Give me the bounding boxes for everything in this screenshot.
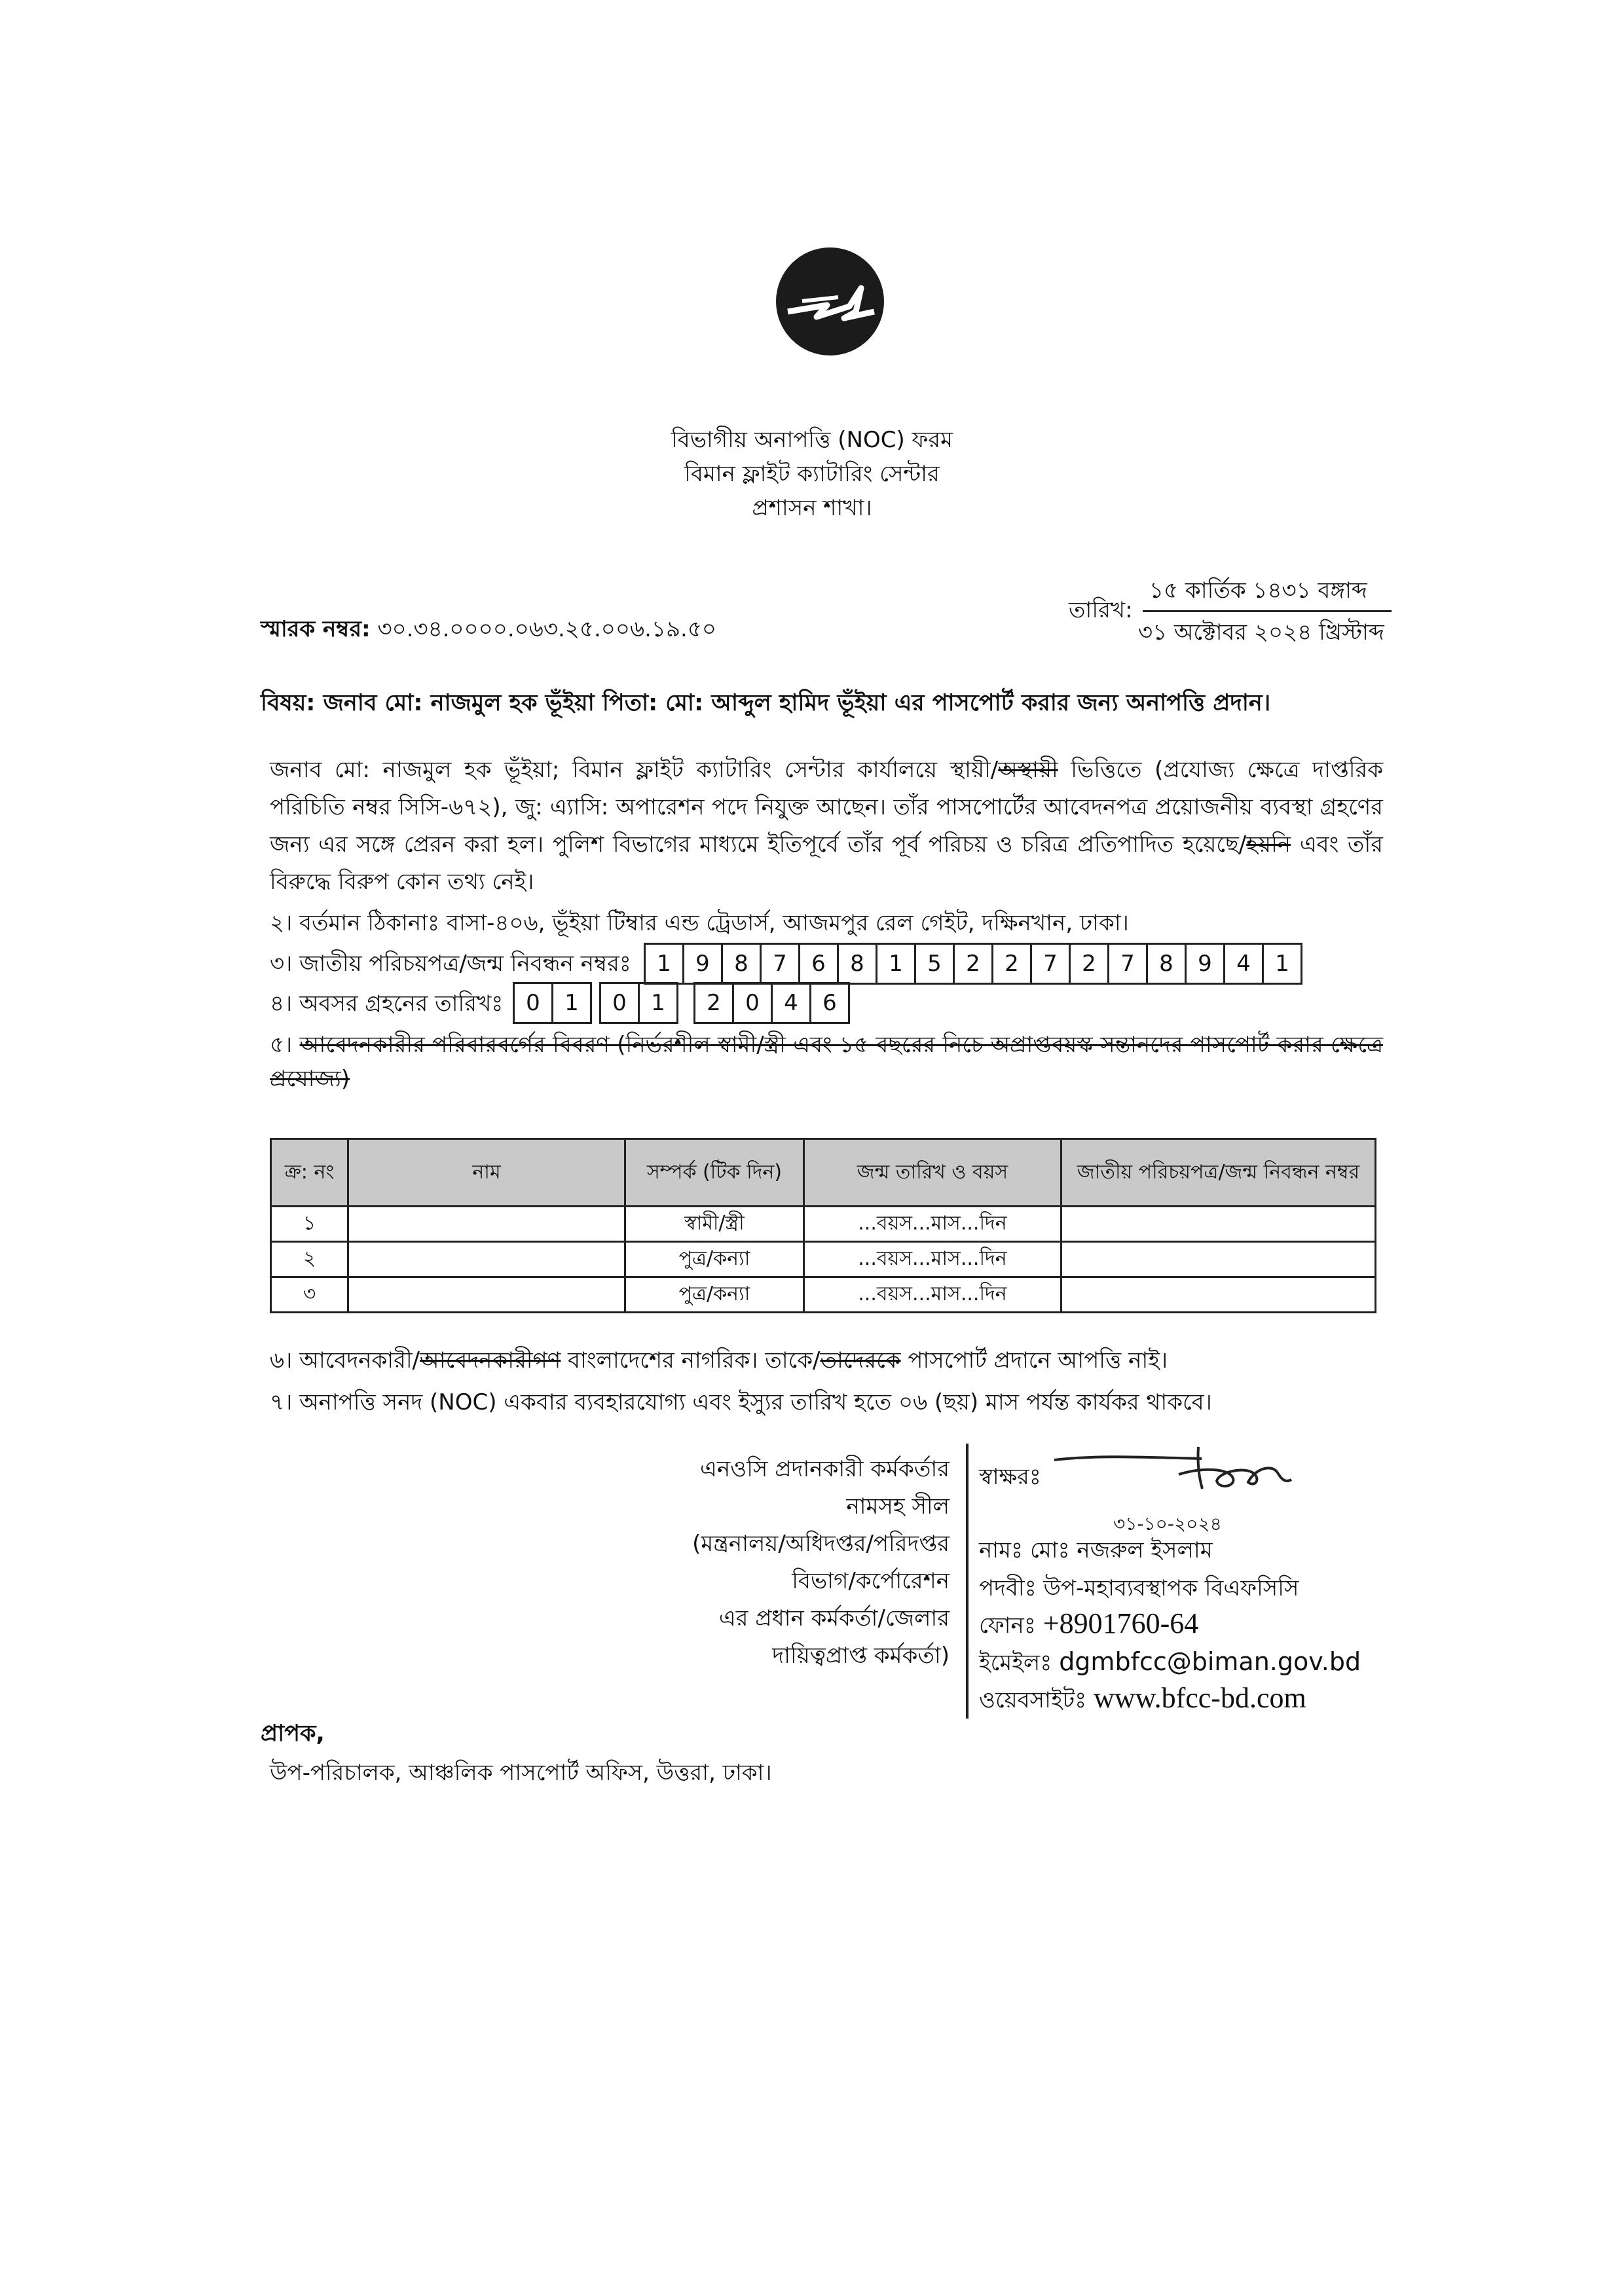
nid-digit-box: 6: [798, 943, 839, 985]
sign-date: ৩১-১০-২০২৪: [1113, 1513, 1222, 1535]
p1-strike-2: হয়নি: [1246, 831, 1291, 858]
officer-left-line: এনওসি প্রদানকারী কর্মকর্তার: [700, 1456, 950, 1482]
item-7: ৭। অনাপত্তি সনদ (NOC) একবার ব্যবহারযোগ্য এবং ইস্যুর তারিখ হতে ০৬ (ছয়) মাস পর্যন্ত কার্যকর থাকবে।: [270, 1389, 1212, 1415]
retire-month-boxes: [601, 982, 678, 1024]
col-sl: ক্র: নং: [271, 1139, 348, 1207]
officer-email: [979, 1646, 1361, 1683]
nid-digit-box: 7: [1107, 943, 1148, 985]
sign-label: স্বাক্ষরঃ: [979, 1464, 1041, 1490]
biman-logo-icon: [776, 247, 884, 355]
item-5-strike: আবেদনকারীর পরিবারবর্গের বিবরণ (নির্ভরশীল স্বামী/স্ত্রী এবং ১৫ বছরের নিচে অপ্রাপ্তবয়স্ক সন্তানদের পাসপোর্ট করার ক্ষেত্রে প্রযোজ্য): [270, 1032, 1383, 1092]
cell-sl: ৩: [271, 1277, 348, 1313]
header-line-2: বিমান ফ্লাইট ক্যাটারিং সেন্টার: [684, 461, 940, 487]
web-label: ওয়েবসাইটঃ: [979, 1687, 1087, 1713]
cell-relation: পুত্র/কন্যা: [625, 1277, 804, 1313]
retire-month-digit-box: 0: [599, 982, 640, 1024]
item-6-strike-2: তাদেরকে: [820, 1347, 901, 1374]
cell-nid: [1061, 1207, 1376, 1242]
nid-digit-box: 9: [682, 943, 723, 985]
recipient-label: প্রাপক,: [261, 1721, 325, 1747]
nid-digit-box: 7: [760, 943, 800, 985]
cell-name: [348, 1242, 625, 1277]
officer-left-line: নামসহ সীল: [846, 1493, 950, 1520]
officer-phone: [979, 1607, 1198, 1646]
recipient-line: উপ-পরিচালক, আঞ্চলিক পাসপোর্ট অফিস, উত্তরা, ঢাকা।: [270, 1760, 772, 1786]
nid-digit-box: 1: [876, 943, 916, 985]
item-6-a: ৬। আবেদনকারী/: [270, 1347, 420, 1374]
biman-logo: [776, 247, 884, 355]
col-relation: সম্পর্ক (টিক দিন): [625, 1139, 804, 1207]
officer-name: নামঃ মোঃ নজরুল ইসলাম: [979, 1537, 1213, 1563]
item-4-label: ৪। অবসর গ্রহনের তারিখঃ: [270, 991, 504, 1017]
cell-sl: ১: [271, 1207, 348, 1242]
date-gregorian: ৩১ অক্টোবর ২০২৪ খ্রিস্টাব্দ: [1138, 619, 1384, 646]
table-row: [271, 1207, 1376, 1242]
nid-digit-box: 7: [1030, 943, 1071, 985]
cell-nid: [1061, 1242, 1376, 1277]
retire-year-boxes: [695, 982, 850, 1024]
cell-age: ...বয়স...মাস...দিন: [804, 1242, 1061, 1277]
nid-digit-box: 8: [721, 943, 762, 985]
cell-name: [348, 1207, 625, 1242]
col-name: নাম: [348, 1139, 625, 1207]
nid-digit-box: 1: [644, 943, 684, 985]
table-row: [271, 1277, 1376, 1313]
retire-day-digit-box: 0: [513, 982, 553, 1024]
retire-year-digit-box: 0: [732, 982, 773, 1024]
officer-left-line: (মন্ত্রনালয়/অধিদপ্তর/পরিদপ্তর: [692, 1531, 950, 1557]
nid-digit-box: 2: [1069, 943, 1109, 985]
item-6-b: বাংলাদেশের নাগরিক। তাকে/: [561, 1347, 821, 1374]
memo-number: ৩০.৩৪.০০০০.০৬৩.২৫.০০৬.১৯.৫০: [377, 616, 717, 642]
item-6-strike: আবেদনকারীগণ: [420, 1347, 561, 1374]
nid-boxes: [646, 943, 1302, 985]
officer-website: [979, 1681, 1306, 1721]
phone-value: +8901760-64: [1043, 1607, 1199, 1639]
retire-year-digit-box: 6: [809, 982, 850, 1024]
officer-left-line: দায়িত্বপ্রাপ্ত কর্মকর্তা): [772, 1643, 950, 1669]
web-value: www.bfcc-bd.com: [1094, 1682, 1306, 1714]
cell-nid: [1061, 1277, 1376, 1313]
item-5-num: ৫।: [270, 1032, 300, 1058]
retire-day-digit-box: 1: [551, 982, 592, 1024]
memo-label: স্মারক নম্বর:: [261, 616, 371, 642]
date-bangla: ১৫ কার্তিক ১৪৩১ বঙ্গাব্দ: [1149, 577, 1367, 604]
nid-digit-box: 5: [914, 943, 955, 985]
p1-text-a: জনাব মো: নাজমুল হক ভূঁইয়া; বিমান ফ্লাইট ক্যাটারিং সেন্টার কার্যালয়ে স্থায়ী/: [270, 757, 999, 783]
p1-strike: অস্থায়ী: [998, 757, 1058, 783]
nid-digit-box: 9: [1185, 943, 1225, 985]
item-2-address: ২। বর্তমান ঠিকানাঃ বাসা-৪০৬, ভূঁইয়া টিম্বার এন্ড ট্রেডার্স, আজমপুর রেল গেইট, দক্ষিনখান, ঢাকা।: [270, 910, 1129, 936]
col-nid: জাতীয় পরিচয়পত্র/জন্ম নিবন্ধন নম্বর: [1061, 1139, 1376, 1207]
cell-relation: পুত্র/কন্যা: [625, 1242, 804, 1277]
item-5: [270, 1028, 1383, 1096]
cell-relation: স্বামী/স্ত্রী: [625, 1207, 804, 1242]
cell-sl: ২: [271, 1242, 348, 1277]
officer-left-line: বিভাগ/কর্পোরেশন: [792, 1568, 950, 1594]
item-3-label: ৩। জাতীয় পরিচয়পত্র/জন্ম নিবন্ধন নম্বরঃ: [270, 951, 631, 977]
email-label: ইমেইলঃ: [979, 1650, 1052, 1676]
p1-text-b: ভিত্তিতে (প্রযোজ্য ক্ষেত্রে দাপ্তরিক পরিচিতি নম্বর সিসি-৬৭২), জু: এ্যাসি: অপারেশন পদে নিযুক্ত আছেন। তাঁর পাসপোর্টের আবেদনপত্র প্রয়োজনীয় ব্যবস্থা গ্রহণের জন্য এর সঙ্গে প্রেরন করা হল। পুলিশ বিভাগের মাধ্যমে ইতিপূর্বে তাঁর পূর্ব পরিচয় ও চরিত্র প্রতিপাদিত হয়েছে/: [270, 757, 1383, 858]
retire-day-boxes: [515, 982, 592, 1024]
nid-digit-box: 2: [991, 943, 1032, 985]
header-line-1: বিভাগীয় অনাপত্তি (NOC) ফরম: [671, 427, 953, 453]
item-6-c: পাসপোর্ট প্রদানে আপত্তি নাই।: [900, 1347, 1168, 1374]
retire-year-digit-box: 2: [693, 982, 734, 1024]
family-table: [270, 1138, 1376, 1313]
cell-age: ...বয়স...মাস...দিন: [804, 1207, 1061, 1242]
nid-digit-box: 8: [837, 943, 877, 985]
nid-digit-box: 8: [1146, 943, 1187, 985]
memo-number-row: [261, 612, 716, 649]
date-label: তারিখ:: [1069, 597, 1133, 623]
col-age: জন্ম তারিখ ও বয়স: [804, 1139, 1061, 1207]
subject: বিষয়: জনাব মো: নাজমুল হক ভূঁইয়া পিতা: মো: আব্দুল হামিদ ভূঁইয়া এর পাসপোর্ট করার জন্য অনাপত্তি প্রদান।: [261, 690, 1271, 716]
officer-left-line: এর প্রধান কর্মকর্তা/জেলার: [718, 1605, 950, 1631]
cell-age: ...বয়স...মাস...দিন: [804, 1277, 1061, 1313]
retire-month-digit-box: 1: [638, 982, 678, 1024]
email-value: dgmbfcc@biman.gov.bd: [1059, 1647, 1361, 1676]
nid-digit-box: 2: [953, 943, 993, 985]
nid-digit-box: 4: [1223, 943, 1264, 985]
body-paragraph-1: [270, 752, 1383, 901]
p1-text-c: এবং তাঁর বিরুদ্ধে বিরুপ কোন তথ্য নেই।: [270, 831, 1383, 895]
item-6: [270, 1343, 1168, 1381]
form-header: [0, 423, 1624, 525]
handwritten-signature-icon: [1048, 1440, 1323, 1499]
table-header-row: [271, 1139, 1376, 1207]
cell-name: [348, 1277, 625, 1313]
nid-digit-box: 1: [1262, 943, 1302, 985]
officer-left-block: [616, 1451, 950, 1675]
signature-separator: [966, 1444, 969, 1719]
phone-label: ফোনঃ: [979, 1613, 1036, 1639]
officer-designation: পদবীঃ উপ-মহাব্যবস্থাপক বিএফসিসি: [979, 1575, 1299, 1601]
table-row: [271, 1242, 1376, 1277]
header-line-3: প্রশাসন শাখা।: [752, 495, 872, 521]
retire-year-digit-box: 4: [771, 982, 811, 1024]
date-divider: [1143, 610, 1392, 612]
